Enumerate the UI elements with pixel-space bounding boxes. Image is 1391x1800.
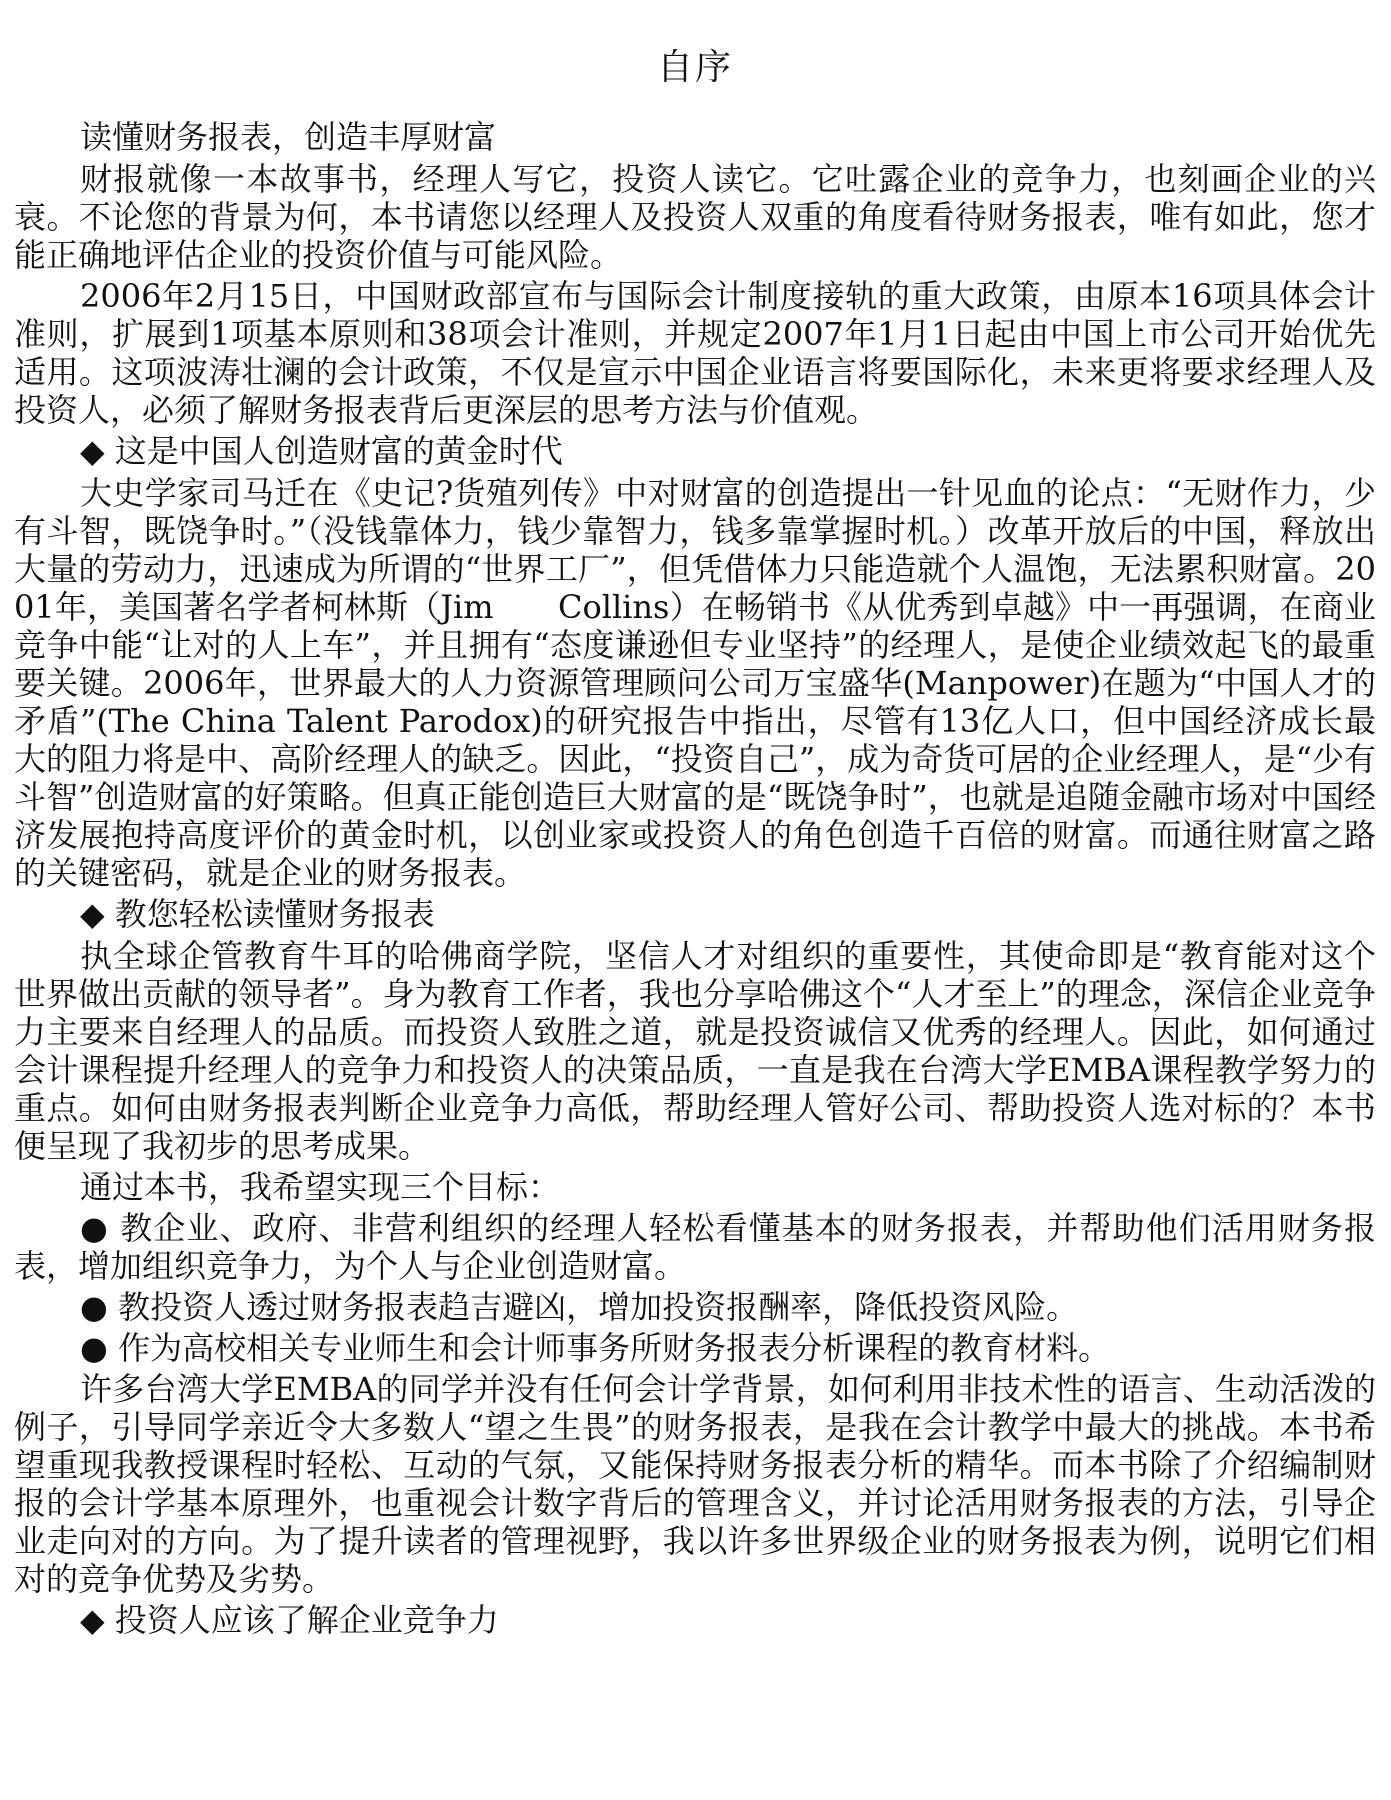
subtitle-paragraph: 读懂财务报表，创造丰厚财富 <box>80 118 497 156</box>
page-title: 自序 <box>656 47 733 88</box>
section-heading-golden-age: ◆ 这是中国人创造财富的黄金时代 <box>80 432 563 470</box>
paragraph-teaching: 许多台湾大学EMBA的同学并没有任何会计学背景，如何利用非技术性的语言、生动活泼的例子，引导同学亲近令大多数人“望之生畏”的财务报表，是我在会计教学中最大的挑战。本书希望重现我教授课程时轻松、互动的气氛，又能保持财务报表分析的精华。而本书除了介绍编制财报的会计学基本原理外，也重视会计数字背后的管理含义，并讨论活用财务报表的方法，引导企业走向对的方向。为了提升读者的管理视野，我以许多世界级企业的财务报表为例，说明它们相对的竞争优势及劣势。 <box>14 1370 1376 1598</box>
paragraph-intro: 财报就像一本故事书，经理人写它，投资人读它。它吐露企业的竞争力，也刻画企业的兴衰。不论您的背景为何，本书请您以经理人及投资人双重的角度看待财务报表，唯有如此，您才能正确地评估企业的投资价值与可能风险。 <box>14 160 1376 274</box>
goal-item: ● 教投资人透过财务报表趋吉避凶，增加投资报酬率，降低投资风险。 <box>80 1288 1079 1326</box>
goal-item: ● 教企业、政府、非营利组织的经理人轻松看懂基本的财务报表，并帮助他们活用财务报表，增加组织竞争力，为个人与企业创造财富。 <box>14 1209 1376 1285</box>
paragraph-wealth-creation: 大史学家司马迁在《史记?货殖列传》中对财富的创造提出一针见血的论点：“无财作力，少有斗智，既饶争时。”（没钱靠体力，钱少靠智力，钱多靠掌握时机。）改革开放后的中国，释放出大量的劳动力，迅速成为所谓的“世界工厂”，但凭借体力只能造就个人温饱，无法累积财富。2001年，美国著名学者柯林斯（Jim Collins）在畅销书《从优秀到卓越》中一再强调，在商业竞争中能“让对的人上车”，并且拥有“态度谦逊但专业坚持”的经理人，是使企业绩效起飞的最重要关键。2006年，世界最大的人力资源管理顾问公司万宝盛华(Manpower)在题为“中国人才的矛盾”(The China Talent Parodox)的研究报告中指出，尽管有13亿人口，但中国经济成长最大的阻力将是中、高阶经理人的缺乏。因此，“投资自己”，成为奇货可居的企业经理人，是“少有斗智”创造财富的好策略。但真正能创造巨大财富的是“既饶争时”，也就是追随金融市场对中国经济发展抱持高度评价的黄金时机，以创业家或投资人的角色创造千百倍的财富。而通往财富之路的关键密码，就是企业的财务报表。 <box>14 474 1376 892</box>
paragraph-policy: 2006年2月15日，中国财政部宣布与国际会计制度接轨的重大政策，由原本16项具体会计准则，扩展到1项基本原则和38项会计准则，并规定2007年1月1日起由中国上市公司开始优先适用。这项波涛壮澜的会计政策，不仅是宣示中国企业语言将要国际化，未来更将要求经理人及投资人，必须了解财务报表背后更深层的思考方法与价值观。 <box>14 277 1376 429</box>
goal-item: ● 作为高校相关专业师生和会计师事务所财务报表分析课程的教育材料。 <box>80 1329 1111 1367</box>
document-body <box>14 118 1376 1643</box>
paragraph-harvard: 执全球企管教育牛耳的哈佛商学院，坚信人才对组织的重要性，其使命即是“教育能对这个世界做出贡献的领导者”。身为教育工作者，我也分享哈佛这个“人才至上”的理念，深信企业竞争力主要来自经理人的品质。而投资人致胜之道，就是投资诚信又优秀的经理人。因此，如何通过会计课程提升经理人的竞争力和投资人的决策品质，一直是我在台湾大学EMBA课程教学努力的重点。如何由财务报表判断企业竞争力高低，帮助经理人管好公司、帮助投资人选对标的？本书便呈现了我初步的思考成果。 <box>14 937 1376 1165</box>
document-page <box>14 0 1376 1800</box>
paragraph-goals-intro: 通过本书，我希望实现三个目标： <box>80 1168 561 1206</box>
section-heading-competitiveness: ◆ 投资人应该了解企业竞争力 <box>80 1601 499 1639</box>
section-heading-read-reports: ◆ 教您轻松读懂财务报表 <box>80 895 435 933</box>
